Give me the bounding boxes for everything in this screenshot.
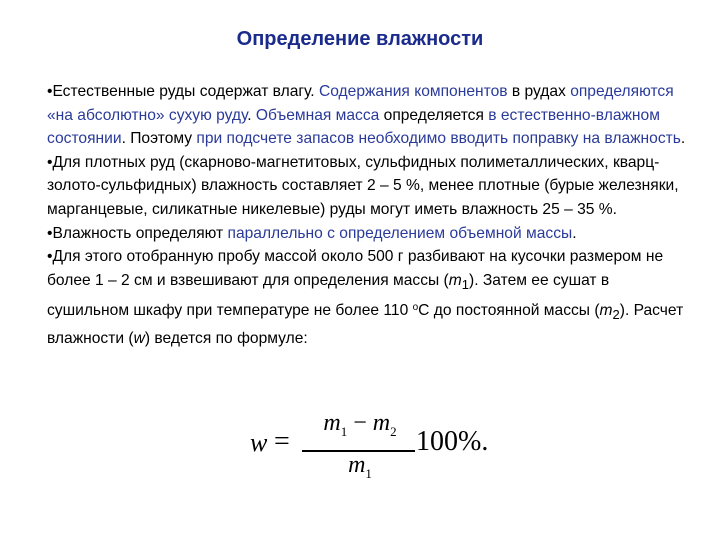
text-span: С до постоянной массы (: [418, 302, 600, 320]
highlight-span: Объемная масса: [255, 106, 380, 124]
subscript: 1: [340, 423, 348, 439]
symbol-w: w: [133, 330, 145, 348]
subscript: 1: [461, 276, 469, 292]
moisture-formula: [250, 410, 510, 490]
formula-equals: =: [274, 426, 290, 457]
symbol-m: m: [323, 410, 341, 436]
paragraph-natural-moisture: [47, 80, 687, 151]
symbol-m: m: [448, 271, 462, 289]
slide-body: [47, 80, 687, 351]
formula-denominator: [310, 452, 410, 482]
text-span: ). Расчет влажности (: [47, 302, 684, 348]
paragraph-parallel-determination: [47, 222, 687, 246]
formula-percent: 100%.: [416, 426, 489, 457]
text-span: •Влажность определяют: [47, 224, 228, 242]
text-span: определяется: [379, 106, 489, 124]
symbol-m: m: [348, 452, 366, 478]
formula-numerator: [310, 410, 410, 440]
highlight-span: Содержания компонентов: [318, 83, 508, 100]
text-span: ). Затем ее сушат в сушильном шкафу при температуре не более 110: [47, 271, 610, 320]
text-span: •Для этого отобранную пробу массой около 500 г разбивают на кусочки размером не более 1 – 2 см и взвешивают для определения массы (: [47, 248, 664, 289]
highlight-span: в естественно-влажном состоянии: [47, 106, 660, 148]
symbol-m: m: [599, 302, 613, 320]
highlight-span: определяются «на абсолютно» сухую руду: [47, 83, 674, 124]
minus-sign: −: [347, 410, 373, 436]
formula-lhs: w: [250, 428, 268, 457]
text-span: в рудах: [507, 83, 571, 100]
highlight-span: при подсчете запасов необходимо вводить поправку на влажность: [196, 130, 681, 148]
text-span: •Естественные руды содержат влагу.: [47, 83, 319, 100]
symbol-m: m: [372, 410, 391, 436]
paragraph-dense-ores: •Для плотных руд (скарново-магнетитовых, сульфидных полиметаллических, кварц-золото-сульфидных) влажность составляет 2 – 5 %, менее плотные (бурые железняки, марганцевые, силикатные никелевые) руды могут иметь влажность 25 – 35 %.: [47, 153, 679, 218]
subscript: 1: [365, 465, 372, 481]
text-span: ) ведется по формуле:: [144, 330, 308, 348]
text-span: .: [572, 224, 577, 242]
subscript: 2: [612, 307, 620, 323]
paragraph-procedure: [47, 245, 687, 351]
subscript: 2: [390, 423, 397, 439]
text-span: . Поэтому: [121, 130, 197, 148]
slide-title: Определение влажности: [236, 28, 484, 50]
highlight-span: параллельно с определением объемной массы: [227, 224, 573, 242]
text-span: .: [680, 130, 686, 148]
degree-sign: о: [412, 302, 419, 314]
text-span: .: [247, 106, 256, 124]
